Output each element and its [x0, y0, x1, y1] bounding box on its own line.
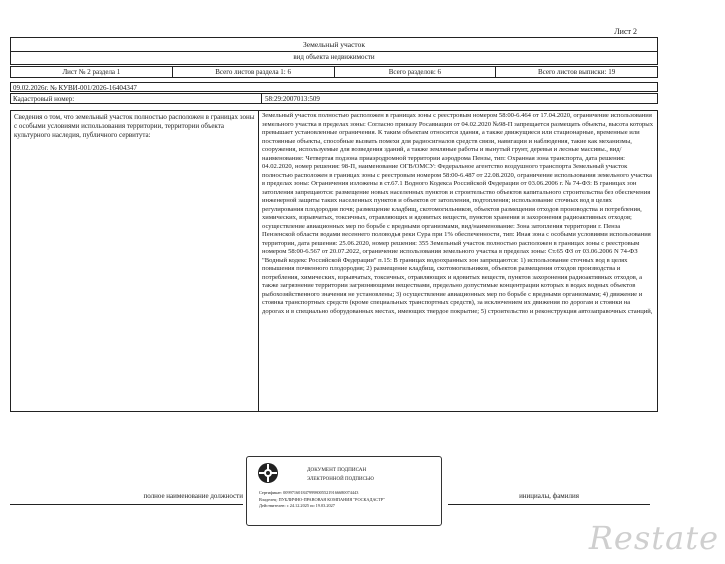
total-sheets-cell: Всего листов выписки: 19 — [538, 68, 616, 76]
watermark-logo: Restate — [588, 519, 719, 557]
object-header — [10, 37, 658, 65]
stamp-certificate: Сертификат: 00997160184799980055219166680074443 — [259, 490, 359, 495]
sheet-counts-row — [10, 66, 658, 78]
zone-info-label: Сведения о том, что земельный участок полностью расположен в границах зоны с особыми условиями использования территории, территории объекта культурного наследия, публичного сервитута: — [11, 111, 259, 411]
header-divider — [11, 51, 657, 52]
emblem-icon — [257, 462, 279, 484]
object-type: Земельный участок — [302, 40, 366, 49]
stamp-validity: Действителен: с 24.12.2025 по 19.03.2027 — [259, 503, 335, 508]
stamp-details — [259, 490, 434, 510]
stamp-owner: Владелец: ПУБЛИЧНО-ПРАВОВАЯ КОМПАНИЯ "РОСКАДАСТР" — [259, 496, 385, 502]
sheet-number: Лист 2 — [614, 27, 637, 36]
stamp-title: ДОКУМЕНТ ПОДПИСАН — [307, 467, 367, 473]
registration-number: 09.02.2026г. № КУВИ-001/2026-16404347 — [10, 82, 658, 92]
name-caption: инициалы, фамилия — [448, 492, 650, 505]
total-in-section-cell: Всего листов раздела 1: 6 — [173, 67, 335, 77]
total-sections-cell: Всего разделов: 6 — [335, 67, 497, 77]
cadastral-row — [10, 93, 658, 104]
position-caption: полное наименование должности — [10, 492, 243, 505]
sheet-section-cell: Лист № 2 раздела 1 — [11, 67, 173, 77]
object-caption: вид объекта недвижимости — [293, 53, 375, 61]
zone-info-text: Земельный участок полностью расположен в границах зоны с реестровым номером 58:00-6.464 от 17.04.2020, ограничение использования земельного участка в пределах зоны: Согласно приказу Росавиации от 04.02.2020 №98-П запрещается размещать объекты, высота которых превышает установленные ограничения. К таким объектам относятся здания, а также движущиеся или стационарные, временные или постоянные объекты, способные вызвать помехи для радиосигналов средств связи, навигации и наблюдения, такие как механизмы, сооружения, используемые для возведения зданий, а также земляные работы и вынутый грунт, деревья и лесные массивы., вид/наименование: Четвертая подзона приаэродромной территории аэродрома Пензы, тип: Охранная зона транспорта, дата решения: 04.02.2020, номер решения: 98-П, наименование ОГВ/ОМСУ: Федеральное агентство воздушного транспорта Земельный участок полностью расположен в границах зоны с реестровым номером 58:00-6.487 от 22.08.2020, ограничение использования земельного участка в пределах зоны: Ограничения изложены в ст.67.1 Водного Кодекса Российской Федерации от 03.06.2006 г. № 74-ФЗ: В границах зон затопления запрещаются: размещение новых населенных пунктов и строительство объектов капитального строительства без обеспечения инженерной защиты таких населенных пунктов и объектов от затопления, подтопления; использование сточных вод в целях регулирования плодородия почв; размещение кладбищ, скотомогильников, объектов размещения отходов производства и потребления, химических, взрывчатых, токсичных, отравляющих и ядовитых веществ, пунктов хранения и захоронения радиоактивных отходов; осуществление авиационных мер по борьбе с вредными организмами, вид/наименование: Зона затопления территории г. Пенза Пензенской области водами весеннего половодья реки Сура при 1% обеспеченности, тип: Иная зона с особыми условиями использования территории, дата решения: 25.06.2020, номер решения: 355 Земельный участок полностью расположен в границах зоны с реестровым номером 58:00-6.567 от 20.07.2022, ограничение использования земельного участка в пределах зоны: Ст.65 ФЗ от 03.06.2006 N 74-ФЗ "Водный кодекс Российской Федерации" п.15: В границах водоохранных зон запрещаются: 1) использование сточных вод в целях повышения почвенного плодородия; 2) размещение кладбищ, скотомогильников, объектов размещения отходов производства и потребления, химических, взрывчатых, токсичных, отравляющих и ядовитых веществ, пунктов захоронения радиоактивных отходов, а также загрязнение территории загрязняющими веществами, предельно допустимые концентрации которых в водах водных объектов рыбохозяйственного значения не установлены; 3) осуществление авиационных мер по борьбе с вредными организмами; 4) движение и стоянка транспортных средств (кроме специальных транспортных средств), за исключением их движения по дорогам и стоянки на дорогах и в специально оборудованных местах, имеющих твердое покрытие; 5) строительство и реконструкция автозаправочных станций, — [262, 112, 654, 315]
stamp-subtitle: ЭЛЕКТРОННОЙ ПОДПИСЬЮ — [307, 477, 374, 482]
cadastral-label: Кадастровый номер: — [11, 94, 262, 103]
electronic-signature-stamp — [246, 456, 442, 526]
cadastral-value: 58:29:2007013:509 — [265, 95, 320, 103]
zone-info-row — [10, 110, 658, 412]
